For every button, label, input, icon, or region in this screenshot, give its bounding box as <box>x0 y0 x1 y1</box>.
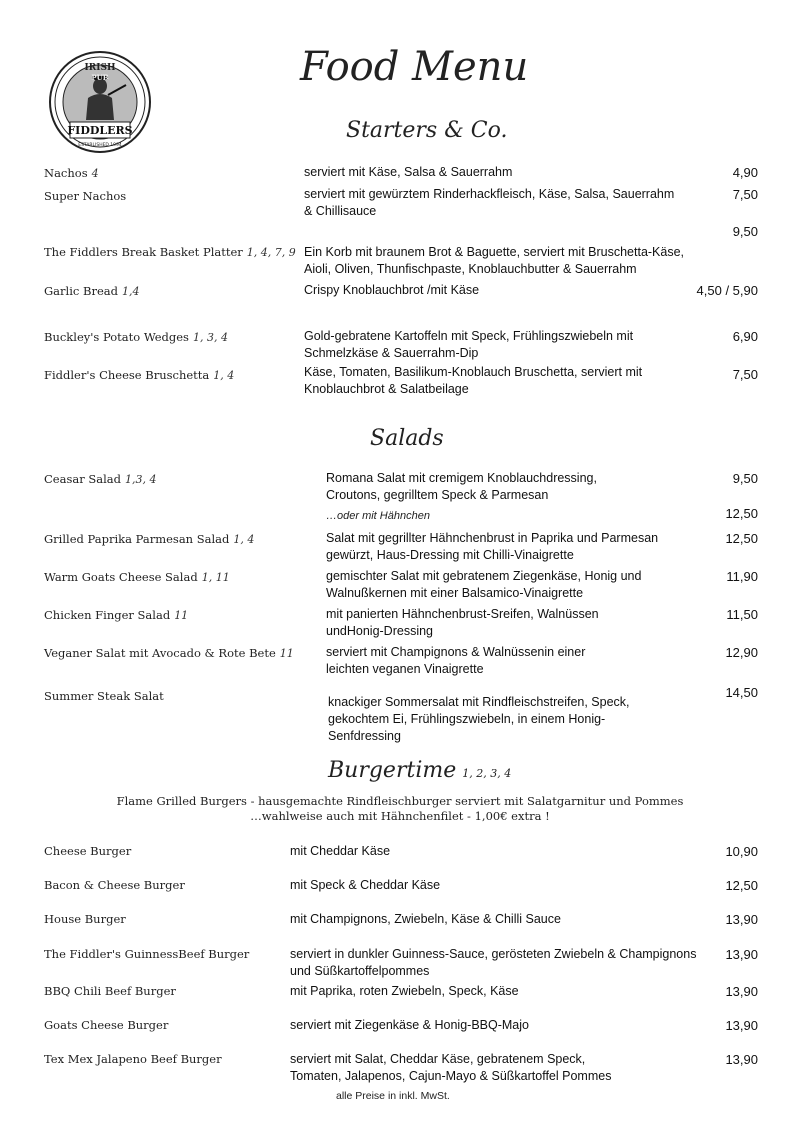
menu-item-price: 4,90 <box>732 165 758 180</box>
menu-item-price: 13,90 <box>725 1018 758 1033</box>
menu-item-name: Veganer Salat mit Avocado & Rote Bete 11 <box>44 646 294 660</box>
menu-item-desc: mit Speck & Cheddar Käse <box>290 878 441 892</box>
menu-item-name: Goats Cheese Burger <box>44 1018 169 1032</box>
menu-item-name: Cheese Burger <box>44 844 132 858</box>
menu-item-price: 4,50 / 5,90 <box>696 283 758 298</box>
salads-heading: Salads <box>370 426 444 451</box>
menu-item-name: Ceasar Salad 1,3, 4 <box>44 472 157 486</box>
page-title: Food Menu <box>300 44 529 90</box>
menu-item-name: Garlic Bread 1,4 <box>44 284 140 298</box>
menu-item-price: 11,50 <box>726 607 758 622</box>
menu-item-desc: mit Paprika, roten Zwiebeln, Speck, Käse <box>290 984 519 998</box>
burgers-intro-extra: …wahlweise auch mit Hähnchenfilet - 1,00€ extra ! <box>250 809 550 823</box>
menu-item-name: Grilled Paprika Parmesan Salad 1, 4 <box>44 532 255 546</box>
menu-item-desc: serviert mit Käse, Salsa & Sauerrahm <box>304 165 513 179</box>
logo-mid-text: PUB <box>91 73 109 82</box>
menu-item-name: Warm Goats Cheese Salad 1, 11 <box>44 570 230 584</box>
price-note: alle Preise in inkl. MwSt. <box>336 1090 450 1102</box>
menu-item-desc: mit Champignons, Zwiebeln, Käse & Chilli Sauce <box>290 912 561 926</box>
menu-item-desc: Salat mit gegrillter Hähnchenbrust in Paprika und Parmesan gewürzt, Haus-Dressing mit Chilli-Vinaigrette <box>326 531 659 562</box>
menu-item-price: 9,50 <box>732 224 758 239</box>
menu-item-desc: serviert mit Salat, Cheddar Käse, gebratenem Speck, Tomaten, Jalapenos, Cajun-Mayo & Süßkartoffel Pommes <box>290 1052 612 1083</box>
menu-item-price: 13,90 <box>725 1052 758 1067</box>
menu-item-name: Nachos 4 <box>44 166 99 180</box>
logo-main-text: FIDDLERS <box>67 124 133 137</box>
menu-item-name: Super Nachos <box>44 189 127 203</box>
starters-heading: Starters & Co. <box>346 118 508 143</box>
menu-item-desc: Romana Salat mit cremigem Knoblauchdressing, Croutons, gegrilltem Speck & Parmesan <box>326 471 597 502</box>
burgers-intro: Flame Grilled Burgers - hausgemachte Rindfleischburger serviert mit Salatgarnitur und Pommes <box>116 794 684 808</box>
menu-item-price: 10,90 <box>725 844 758 859</box>
logo-top-text: IRISH <box>84 63 116 73</box>
menu-item-desc: serviert in dunkler Guinness-Sauce, gerösteten Zwiebeln & Champignons und Süßkartoffelpommes <box>290 947 697 978</box>
menu-item-name: Summer Steak Salat <box>44 689 164 703</box>
menu-item-price: 11,90 <box>726 569 758 584</box>
menu-item-price: 12,50 <box>725 531 758 546</box>
menu-item-desc: knackiger Sommersalat mit Rindfleischstreifen, Speck, gekochtem Ei, Frühlingszwiebeln, in einem Honig-Senfdressing <box>328 695 630 743</box>
menu-item-desc: serviert mit Champignons & Walnüssenin einer leichten veganen Vinaigrette <box>326 645 586 676</box>
menu-item-desc: Gold-gebratene Kartoffeln mit Speck, Frühlingszwiebeln mit Schmelzkäse & Sauerrahm-Dip <box>304 329 634 360</box>
menu-item-price: 12,50 <box>725 878 758 893</box>
menu-item-name: House Burger <box>44 912 126 926</box>
menu-item-desc: Crispy Knoblauchbrot /mit Käse <box>304 283 480 297</box>
menu-item-name: Fiddler's Cheese Bruschetta 1, 4 <box>44 368 235 382</box>
menu-item-name: BBQ Chili Beef Burger <box>44 984 176 998</box>
menu-item-price: 13,90 <box>725 912 758 927</box>
menu-item-desc: serviert mit gewürztem Rinderhackfleisch, Käse, Salsa, Sauerrahm & Chillisauce <box>304 187 675 218</box>
menu-item-option: …oder mit Hähnchen <box>326 510 430 522</box>
menu-item-desc: mit Cheddar Käse <box>290 844 391 858</box>
menu-item-price: 12,90 <box>725 645 758 660</box>
menu-item-name: The Fiddlers Break Basket Platter 1, 4, 7, 9 <box>44 245 296 259</box>
menu-item-price: 12,50 <box>725 506 758 521</box>
menu-item-desc: Ein Korb mit braunem Brot & Baguette, serviert mit Bruschetta-Käse, Aioli, Oliven, Thunfischpaste, Knoblauchbutter & Sauerrahm <box>304 245 685 276</box>
menu-item-name: The Fiddler's GuinnessBeef Burger <box>44 947 250 961</box>
menu-item-price: 9,50 <box>732 471 758 486</box>
pub-logo <box>48 50 152 154</box>
menu-item-desc: Käse, Tomaten, Basilikum-Knoblauch Bruschetta, serviert mit Knoblauchbrot & Salatbeilage <box>304 365 643 396</box>
menu-item-price: 13,90 <box>725 984 758 999</box>
menu-item-name: Chicken Finger Salad 11 <box>44 608 189 622</box>
logo-bottom-text: ESTABLISHED 1994 <box>78 143 122 148</box>
menu-item-desc: gemischter Salat mit gebratenem Ziegenkäse, Honig und Walnußkernen mit einer Balsamico-Vinaigrette <box>326 569 642 600</box>
menu-item-price: 14,50 <box>725 685 758 700</box>
menu-item-name: Buckley's Potato Wedges 1, 3, 4 <box>44 330 228 344</box>
menu-item-name: Tex Mex Jalapeno Beef Burger <box>44 1052 222 1066</box>
menu-item-name: Bacon & Cheese Burger <box>44 878 185 892</box>
menu-item-price: 6,90 <box>732 329 758 344</box>
burgers-allergens: 1, 2, 3, 4 <box>462 767 512 780</box>
menu-item-price: 13,90 <box>725 947 758 962</box>
menu-item-price: 7,50 <box>732 367 758 382</box>
menu-item-desc: mit panierten Hähnchenbrust-Sreifen, Walnüssen undHonig-Dressing <box>326 607 599 638</box>
burgers-heading: Burgertime 1, 2, 3, 4 <box>328 758 512 783</box>
menu-item-desc: serviert mit Ziegenkäse & Honig-BBQ-Majo <box>290 1018 529 1032</box>
menu-item-price: 7,50 <box>732 187 758 202</box>
